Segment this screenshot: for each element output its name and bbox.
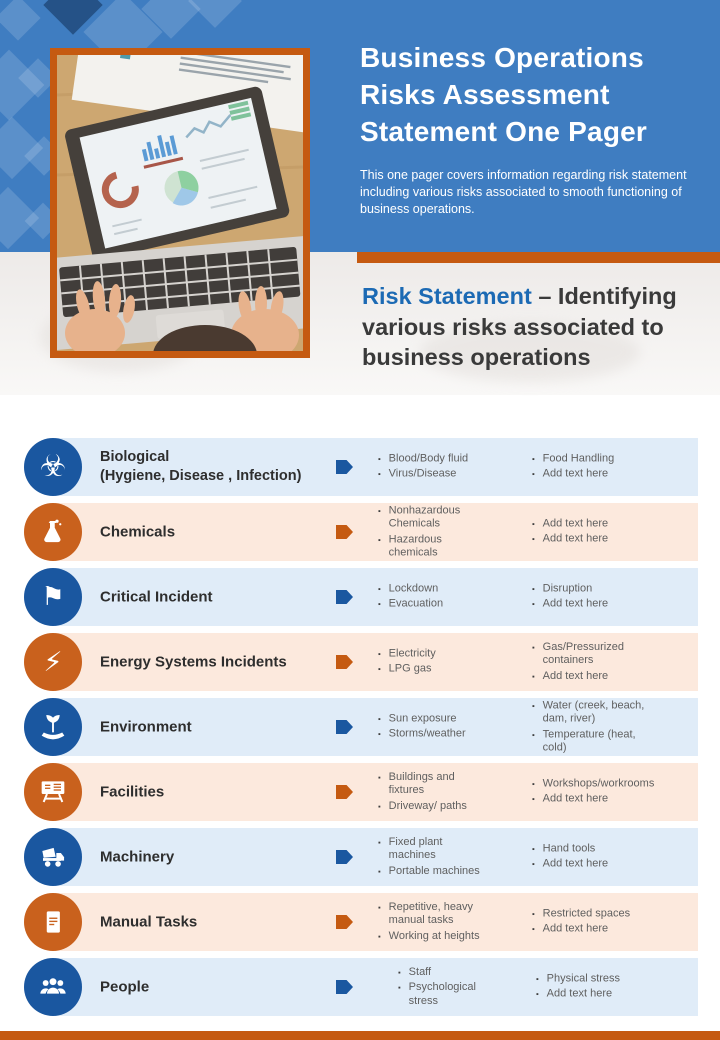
bullet-list: ▪ Staff ▪ Psychological stress	[398, 965, 476, 1007]
energy-plug-icon: ⚡	[24, 633, 82, 691]
chemical-flask-icon	[24, 503, 82, 561]
bullet-list: ▪ Fixed plant machines ▪ Portable machines	[378, 835, 480, 877]
risk-category-label: Critical Incident	[100, 588, 213, 606]
bullet-list: ▪ Repetitive, heavy manual tasks ▪ Working at heights	[378, 900, 480, 942]
section-divider-rule	[357, 252, 720, 263]
page-subtitle: This one pager covers information regarding risk statement including various risks associated to smooth functioning of business operations.	[360, 168, 687, 216]
risk-category-label: Energy Systems Incidents	[100, 653, 287, 671]
risk-row-critical-incident	[0, 568, 720, 626]
bullet-list: ▪ Food Handling ▪ Add text here	[532, 452, 615, 480]
bullet-list: ▪ Gas/Pressurized containers ▪ Add text here	[532, 640, 624, 682]
risk-row-biological	[0, 438, 720, 496]
risk-category-label: Chemicals	[100, 523, 176, 541]
section-heading-rest: – Identifying various risks associated to business operations	[362, 283, 677, 371]
page-title: Business Operations Risks Assessment Statement One Pager	[360, 42, 647, 147]
risk-category-label: Biological (Hygiene, Disease , Infection)	[100, 449, 302, 484]
bullet-list: ▪ Workshops/workrooms ▪ Add text here	[532, 777, 655, 805]
bullet-list: ▪ Buildings and fixtures ▪ Driveway/ paths	[378, 770, 467, 812]
bullet-list: ▪ Add text here ▪ Add text here	[532, 517, 609, 545]
risk-row-energy-systems	[0, 633, 720, 691]
bullet-list: ▪ Sun exposure ▪ Storms/weather	[378, 712, 466, 740]
footer-accent-bar	[0, 1031, 720, 1040]
risk-category-label: Manual Tasks	[100, 913, 198, 931]
risk-row-facilities	[0, 763, 720, 821]
bullet-list: ▪ Hand tools ▪ Add text here	[532, 842, 609, 870]
manual-tasks-document-icon	[24, 893, 82, 951]
incident-flag-icon: ⚑	[24, 568, 82, 626]
bullet-list: ▪ Electricity ▪ LPG gas	[378, 647, 436, 675]
biohazard-icon: ☣	[24, 438, 82, 496]
environment-plant-icon	[24, 698, 82, 756]
bullet-list: ▪ Lockdown ▪ Evacuation	[378, 582, 444, 610]
bullet-list: ▪ Physical stress ▪ Add text here	[536, 972, 621, 1000]
risk-row-manual-tasks	[0, 893, 720, 951]
risk-category-label: Machinery	[100, 848, 175, 866]
risk-rows-list	[0, 438, 720, 1023]
bullet-list: ▪ Nonhazardous Chemicals ▪ Hazardous chemicals	[378, 503, 461, 559]
machinery-truck-icon	[24, 828, 82, 886]
risk-row-chemicals	[0, 503, 720, 561]
bullet-list: ▪ Disruption ▪ Add text here	[532, 582, 609, 610]
bullet-list: ▪ Blood/Body fluid ▪ Virus/Disease	[378, 452, 469, 480]
bullet-list: ▪ Restricted spaces ▪ Add text here	[532, 907, 631, 935]
laptop-photo-illustration	[57, 55, 303, 351]
risk-category-label: People	[100, 978, 150, 996]
risk-row-environment	[0, 698, 720, 756]
people-group-icon	[24, 958, 82, 1016]
bullet-list: ▪ Water (creek, beach, dam, river) ▪ Temperature (heat, cold)	[532, 698, 645, 754]
risk-row-people	[0, 958, 720, 1016]
diamond-decoration	[188, 0, 242, 28]
section-heading	[362, 281, 712, 373]
facilities-board-icon	[24, 763, 82, 821]
section-heading-highlight: Risk Statement	[362, 283, 539, 309]
risk-row-machinery	[0, 828, 720, 886]
risk-category-label: Environment	[100, 718, 192, 736]
risk-category-label: Facilities	[100, 783, 165, 801]
diamond-decoration	[0, 0, 41, 41]
laptop-photo	[50, 48, 310, 358]
